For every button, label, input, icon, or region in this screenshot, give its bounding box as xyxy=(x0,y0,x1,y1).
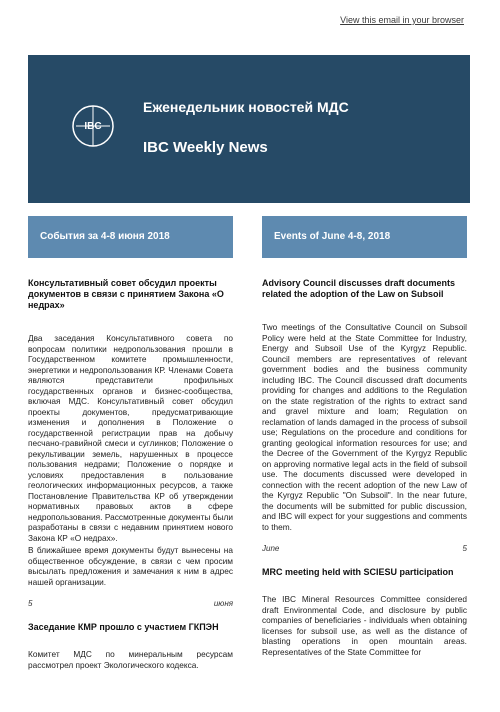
section-header-ru: События за 4-8 июня 2018 xyxy=(28,216,233,258)
date-day: 5 xyxy=(28,599,33,608)
article-body xyxy=(262,594,467,657)
ibc-logo-icon xyxy=(72,105,114,147)
date-month: июня xyxy=(213,599,233,608)
article-paragraph: В ближайшее время документы будут вынесены на общественное обсуждение, в связи с чем просим высылать предложения и замечания к ним в адрес нашей организации. xyxy=(28,545,233,587)
banner-title-en: IBC Weekly News xyxy=(143,139,268,156)
article-title: Заседание КМР прошло с участием ГКПЭН xyxy=(28,622,219,632)
article-body xyxy=(262,322,467,532)
article-title: Advisory Council discusses draft documents related the adoption of the Law on Subsoil xyxy=(262,278,456,299)
article-date xyxy=(262,544,467,553)
date-month: June xyxy=(262,544,280,553)
section-header-en: Events of June 4-8, 2018 xyxy=(262,216,467,258)
date-day: 5 xyxy=(462,544,467,553)
article-title: MRC meeting held with SCIESU participation xyxy=(262,567,454,577)
view-in-browser-link[interactable]: View this email in your browser xyxy=(340,15,464,25)
article-body xyxy=(28,333,233,587)
banner-title-ru: Еженедельник новостей МДС xyxy=(143,99,349,115)
article-body xyxy=(28,649,233,670)
article-paragraph: Два заседания Консультативного совета по вопросам политики недропользования прошли в Государственном комитете промышленности, энергетики и недропользования КР. Членами Совета являются представители профильных государственных органов и бизнес-сообщества, включая МДС. Консультативный совет обсудил проекты документов, предусматривающие изменения и дополнения в Положение о государственной регистрации прав на добычу песчано-гравийной смеси и суглинков; Положение о рекультивации земель, нарушенных в процессе пользования недрами; Положение о порядке и условиях предоставления в пользование геологических информационных ресурсов, а также Постановление Правительства КР об утверждении нормативных правовых актов в сфере недропользования. Рассмотренные документы были разработаны в связи с недавним принятием нового Закона КР «О недрах». xyxy=(28,333,233,543)
article-paragraph: Two meetings of the Consultative Council on Subsoil Policy were held at the State Committee for Industry, Energy and Subsoil Use of the Kyrgyz Republic. Council members are representatives of relevant government bodies and the business community including IBC. The Council discussed draft documents providing for changes and additions to the Regulation on the state registration of the rights to extract sand and gravel mixture and loam; Regulation on reclamation of lands damaged in the process of subsoil use; Regulations on the procedure and conditions for granting geological information resources for use; and the Decree of the Government of the Kyrgyz Republic on approving normative legal acts in the field of subsoil use. The documents discussed were developed in connection with the recent adoption of the new Law of the Kyrgyz Republic "On Subsoil". In the near future, the documents will be submitted for public discussion, and IBC will expect for your suggestions and comments to them. xyxy=(262,322,467,532)
left-column xyxy=(28,216,233,672)
article-paragraph: Комитет МДС по минеральным ресурсам рассмотрел проект Экологического кодекса. xyxy=(28,649,233,670)
logo-text: IBC xyxy=(84,121,102,132)
right-column xyxy=(262,216,467,659)
article-title: Консультативный совет обсудил проекты документов в связи с принятием Закона «О недрах» xyxy=(28,278,224,310)
newsletter-banner xyxy=(28,55,470,203)
article-date xyxy=(28,599,233,608)
article-paragraph: The IBC Mineral Resources Committee considered draft Environmental Code, and disclosure by public companies of beneficiaries - individuals when obtaining licenses for subsoil use, as well as the distance of blasting operations in open mountain areas. Representatives of the State Committee for xyxy=(262,594,467,657)
